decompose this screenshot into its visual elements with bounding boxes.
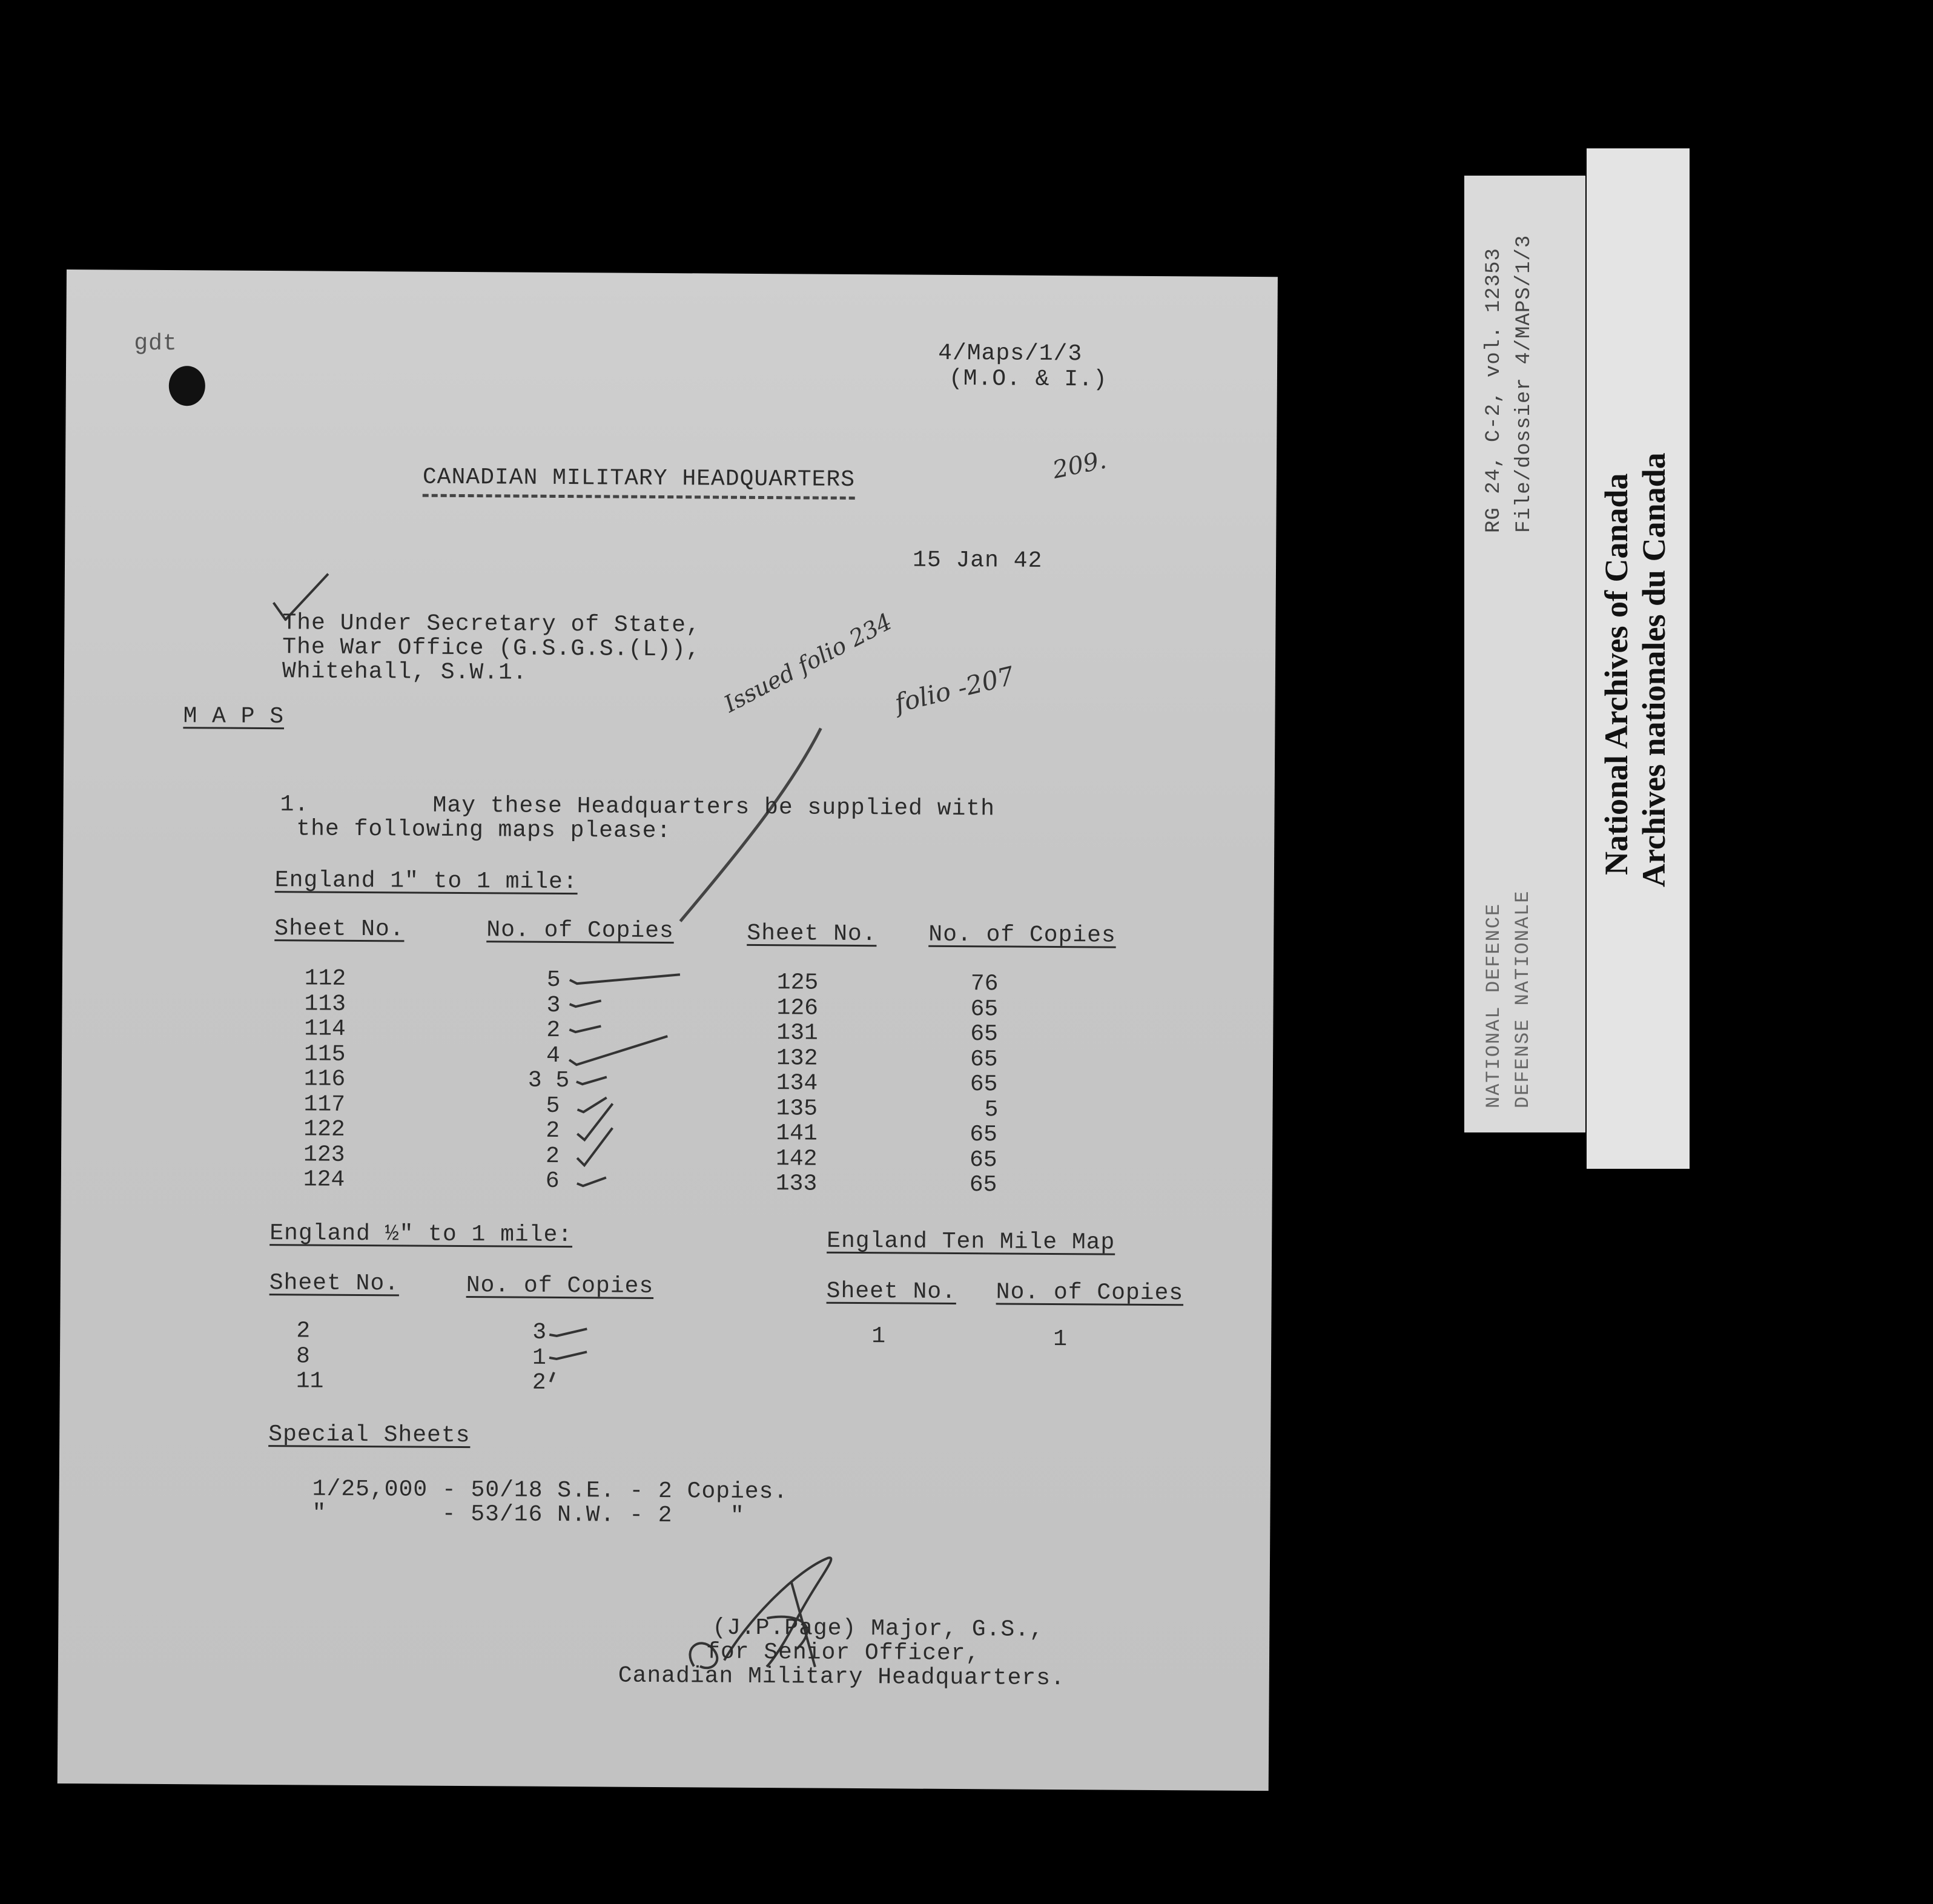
department-line-2: DEFENSE NATIONALE [1512, 890, 1534, 1108]
copies-count: 1 [532, 1344, 546, 1371]
copies-count: 65 [969, 1172, 997, 1198]
sheet-number: 11 [296, 1368, 324, 1395]
copies-count: 5 [984, 1096, 999, 1123]
sheet-number: 114 [304, 1016, 346, 1042]
section-1-right-sheets [776, 970, 819, 1197]
sheet-number: 141 [776, 1120, 818, 1147]
sheet-number: 113 [304, 990, 346, 1017]
copies-count: 2 [545, 1143, 560, 1169]
special-sheet-line-2: " - 53/16 N.W. - 2 " [312, 1500, 745, 1529]
file-reference: 4/Maps/1/3 [938, 340, 1083, 368]
section-1-col-sheet-2: Sheet No. [747, 920, 877, 948]
letter-heading: CANADIAN MILITARY HEADQUARTERS [423, 464, 855, 500]
folio-mark: 209. [1050, 446, 1109, 484]
paragraph-line-2: the following maps please: [296, 816, 672, 845]
paragraph-line-1: May these Headquarters be supplied with [432, 792, 996, 822]
section-2-col-sheet: Sheet No. [269, 1270, 400, 1297]
sheet-number: 135 [776, 1095, 818, 1122]
handwritten-annotation-1: Issued folio 234 [719, 607, 896, 718]
annotation-stroke-icon [668, 721, 827, 928]
typist-initials: gdt [134, 330, 177, 357]
letter-page [58, 269, 1278, 1791]
sheet-number: 115 [303, 1040, 346, 1068]
section-3-col-copies: No. of Copies [996, 1279, 1184, 1307]
copies-count: 3 [532, 1319, 547, 1346]
section-1-col-sheet: Sheet No. [274, 916, 405, 943]
section-2-col-copies: No. of Copies [466, 1272, 654, 1300]
copies-count: 76 [970, 971, 999, 997]
copies-count: 3 5 [527, 1067, 570, 1094]
signature-line-3: Canadian Military Headquarters. [618, 1662, 1065, 1692]
sheet-number: 134 [776, 1070, 818, 1097]
tick-marks-icon [564, 969, 698, 1200]
sheet-number: 126 [776, 994, 819, 1022]
sheet-number: 8 [296, 1343, 310, 1369]
copies-count: 65 [969, 1146, 997, 1173]
section-1-col-copies: No. of Copies [486, 917, 674, 945]
copies-count: 5 [546, 1092, 560, 1119]
checkmark-icon [249, 561, 298, 604]
sheet-number: 1 [871, 1323, 887, 1350]
sheet-number: 125 [776, 970, 819, 996]
addressee-line-1: The Under Secretary of State, [282, 610, 701, 639]
archive-label-french: Archives nationales du Canada [1636, 452, 1672, 887]
special-sheets-title: Special Sheets [268, 1421, 471, 1449]
copies-count: 65 [970, 1046, 998, 1073]
tick-marks-icon [544, 1320, 618, 1400]
sheet-number: 2 [296, 1318, 311, 1344]
sheet-number: 133 [775, 1171, 818, 1197]
section-2-sheets [296, 1318, 324, 1394]
copies-count: 65 [970, 1071, 998, 1098]
sheet-number: 117 [303, 1091, 346, 1118]
section-1-title: England 1" to 1 mile: [274, 867, 578, 896]
signature-line-1: (J.P.Page) Major, G.S., [712, 1615, 1044, 1643]
archive-reference-strip [1464, 176, 1585, 1132]
copies-count: 6 [545, 1168, 560, 1194]
section-1-left-sheets [303, 966, 346, 1192]
copies-count: 5 [546, 967, 561, 994]
handwritten-annotation-2: folio -207 [891, 660, 1017, 718]
department-line-1: NATIONAL DEFENCE [1482, 902, 1505, 1108]
paragraph-number: 1. [280, 792, 309, 818]
punch-hole [169, 366, 205, 406]
section-3-title: England Ten Mile Map [827, 1228, 1115, 1256]
file-reference-sub: (M.O. & I.) [948, 365, 1108, 393]
section-1-col-copies-2: No. of Copies [928, 921, 1116, 949]
copies-count: 3 [546, 992, 561, 1019]
section-3-col-sheet: Sheet No. [826, 1278, 957, 1306]
addressee-line-3: Whitehall, S.W.1. [282, 658, 527, 686]
sheet-number: 112 [304, 965, 346, 992]
archive-ref-line-2: File/dossier 4/MAPS/1/3 [1513, 234, 1536, 533]
sheet-number: 122 [303, 1116, 345, 1143]
copies-count: 65 [970, 1122, 998, 1148]
sheet-number: 142 [775, 1145, 818, 1172]
sheet-number: 123 [303, 1141, 345, 1168]
copies-count: 1 [1053, 1326, 1068, 1353]
sheet-number: 131 [776, 1020, 818, 1046]
copies-count: 2 [546, 1017, 561, 1044]
archive-ref-line-1: RG 24, C-2, vol. 12353 [1482, 248, 1505, 533]
archive-label-strip [1587, 148, 1690, 1169]
sheet-number: 132 [776, 1045, 818, 1072]
sheet-number: 124 [303, 1166, 345, 1193]
subject-heading: M A P S [183, 703, 285, 730]
special-sheet-line-1: 1/25,000 - 50/18 S.E. - 2 Copies. [312, 1476, 788, 1506]
copies-count: 65 [970, 996, 999, 1022]
addressee-line-2: The War Office (G.S.G.S.(L)), [282, 634, 701, 663]
copies-count: 65 [970, 1021, 999, 1048]
section-1-right-copies [970, 971, 999, 1198]
sheet-number: 116 [303, 1066, 346, 1092]
signature-line-2: for Senior Officer, [705, 1639, 980, 1667]
copies-count: 2 [546, 1117, 560, 1144]
copies-count: 4 [546, 1042, 561, 1069]
letter-date: 15 Jan 42 [912, 547, 1043, 574]
archive-label-english: National Archives of Canada [1598, 473, 1634, 875]
section-2-title: England ½" to 1 mile: [269, 1220, 573, 1249]
copies-count: 2 [532, 1369, 546, 1396]
